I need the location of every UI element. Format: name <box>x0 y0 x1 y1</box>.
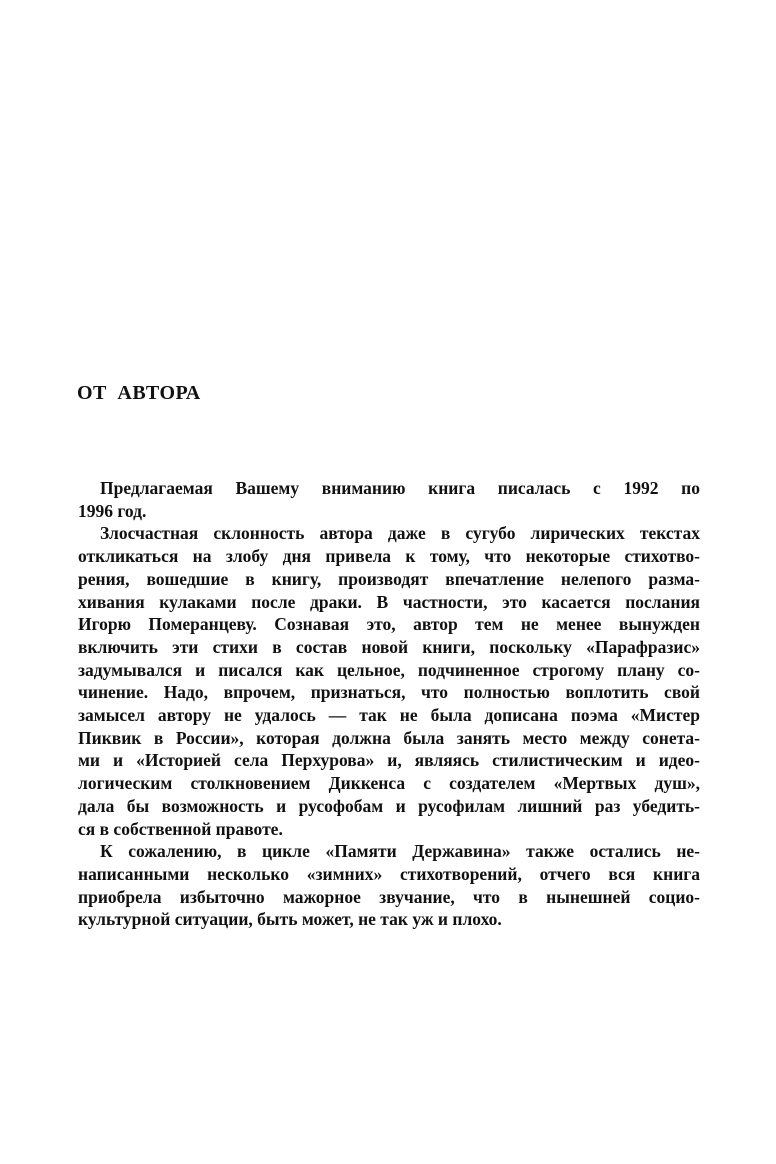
text-line: замысел автору не удалось — так не была дописана поэма «Мистер <box>78 705 700 726</box>
text-line: задумывался и писался как цельное, подчиненное строгому плану со- <box>78 659 700 680</box>
text-line: откликаться на злобу дня привела к тому, что некоторые стихотво- <box>78 546 700 567</box>
text-line: приобрела избыточно мажорное звучание, что в нынешней социо- <box>78 886 700 907</box>
text-line: К сожалению, в цикле «Памяти Державина» также остались не- <box>100 841 700 862</box>
text-line: хивания кулаками после драки. В частности, это касается послания <box>78 591 700 612</box>
text-line: логическим столкновением Диккенса с создателем «Мертвых душ», <box>78 773 700 794</box>
text-line: чинение. Надо, впрочем, признаться, что полностью воплотить свой <box>78 682 700 703</box>
text-line: включить эти стихи в состав новой книги, поскольку «Парафразис» <box>78 636 700 657</box>
text-line: ся в собственной правоте. <box>78 818 283 839</box>
preface-text <box>78 477 700 931</box>
text-line: Пиквик в России», которая должна была занять место между сонета- <box>78 727 700 748</box>
section-heading: ОТ АВТОРА <box>77 382 201 404</box>
text-line: культурной ситуации, быть может, не так уж и плохо. <box>78 909 502 930</box>
text-line: ми и «Историей села Перхурова» и, являясь стилистическим и идео- <box>78 750 700 771</box>
text-line: 1996 год. <box>78 500 147 521</box>
text-line: написанными несколько «зимних» стихотворений, отчего вся книга <box>78 863 700 884</box>
text-line: Предлагаемая Вашему вниманию книга писалась с 1992 по <box>100 478 700 498</box>
text-line: дала бы возможность и русофобам и русофилам лишний раз убедить- <box>78 795 700 816</box>
text-line: Игорю Померанцеву. Сознавая это, автор тем не менее вынужден <box>78 614 700 635</box>
text-line: Злосчастная склонность автора даже в сугубо лирических текстах <box>100 523 700 544</box>
text-line: рения, вошедшие в книгу, производят впечатление нелепого разма- <box>78 568 700 589</box>
